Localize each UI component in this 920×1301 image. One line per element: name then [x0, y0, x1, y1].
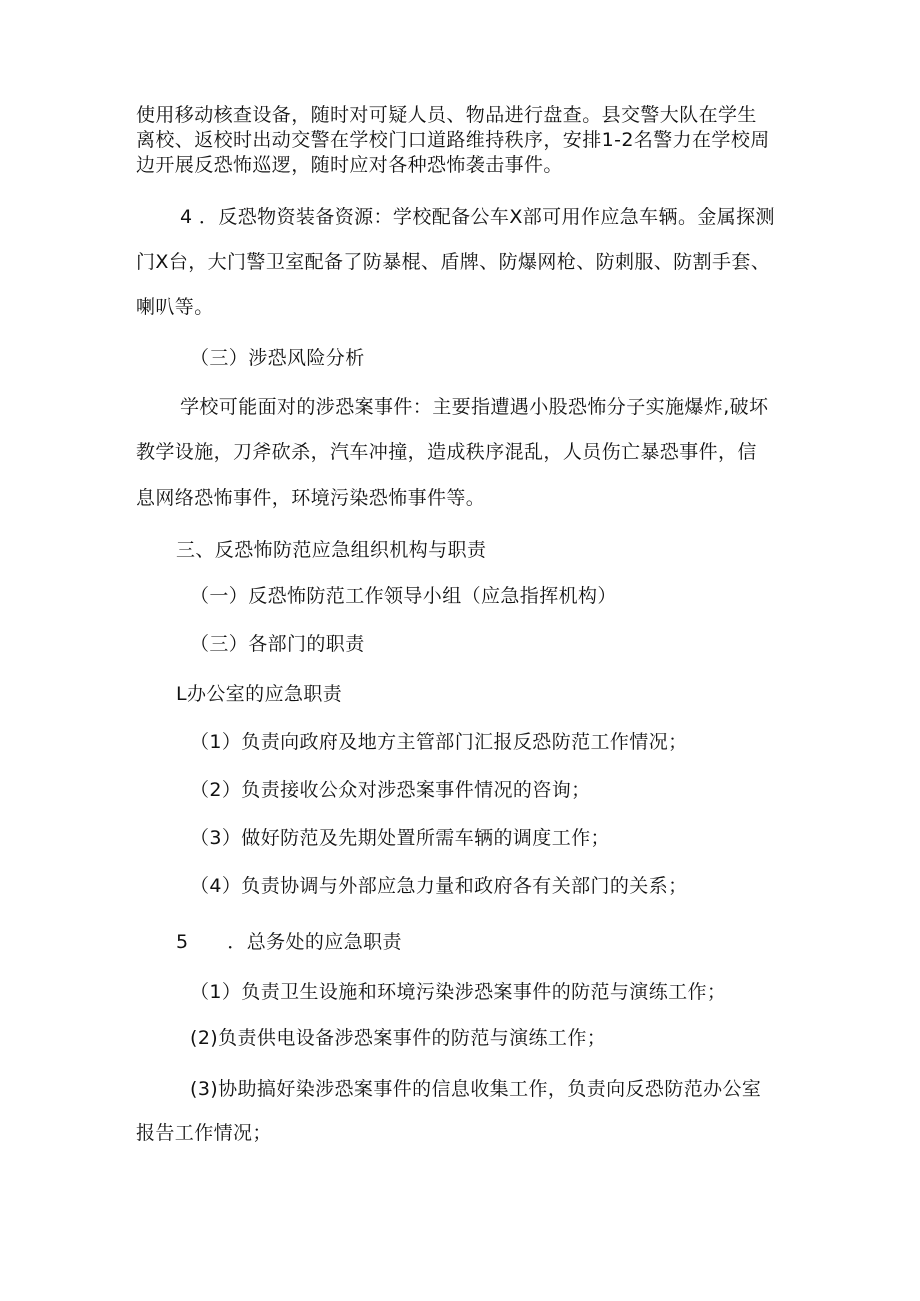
paragraph-line: 学校可能面对的涉恐案事件：主要指遭遇小股恐怖分子实施爆炸,破坏 — [180, 396, 769, 418]
section-heading: （三）涉恐风险分析 — [190, 347, 365, 369]
section-heading: 三、反恐怖防范应急组织机构与职责 — [176, 539, 487, 561]
section-heading: （三）各部门的职责 — [190, 633, 365, 655]
list-item: （3）做好防范及先期处置所需车辆的调度工作； — [190, 827, 610, 849]
list-item: (2)负责供电设备涉恐案事件的防范与演练工作； — [190, 1027, 607, 1049]
list-item: （1）负责向政府及地方主管部门汇报反恐防范工作情况； — [190, 731, 688, 753]
list-item: （2）负责接收公众对涉恐案事件情况的咨询； — [190, 779, 591, 801]
list-item: (3)协助搞好染涉恐案事件的信息收集工作，负责向反恐防范办公室 — [190, 1078, 762, 1100]
paragraph-line: 门X台，大门警卫室配备了防暴棍、盾牌、防爆网枪、防刺服、防割手套、 — [136, 251, 771, 273]
paragraph-line: 教学设施，刀斧砍杀，汽车冲撞，造成秩序混乱，人员伤亡暴恐事件，信 — [136, 441, 757, 463]
section-heading: （一）反恐怖防范工作领导小组（应急指挥机构） — [190, 585, 617, 607]
paragraph-line: 息网络恐怖事件，环境污染恐怖事件等。 — [136, 487, 486, 509]
subsection-heading: 5 ．总务处的应急职责 — [176, 931, 402, 953]
paragraph-line: 喇叭等。 — [136, 296, 214, 318]
list-item: （1）负责卫生设施和环境污染涉恐案事件的防范与演练工作； — [190, 981, 727, 1003]
paragraph-line: 离校、返校时出动交警在学校门口道路维持秩序，安排1-2名警力在学校周 — [136, 129, 770, 151]
paragraph-line: 使用移动核查设备，随时对可疑人员、物品进行盘查。县交警大队在学生 — [136, 104, 757, 126]
paragraph-line: 报告工作情况； — [136, 1122, 272, 1144]
paragraph-line: 4 ．反恐物资装备资源：学校配备公车X部可用作应急车辆。金属探测 — [180, 206, 775, 228]
subsection-heading: L办公室的应急职责 — [176, 683, 343, 705]
list-item: （4）负责协调与外部应急力量和政府各有关部门的关系； — [190, 875, 688, 897]
paragraph-line: 边开展反恐怖巡逻，随时应对各种恐怖袭击事件。 — [136, 154, 563, 176]
